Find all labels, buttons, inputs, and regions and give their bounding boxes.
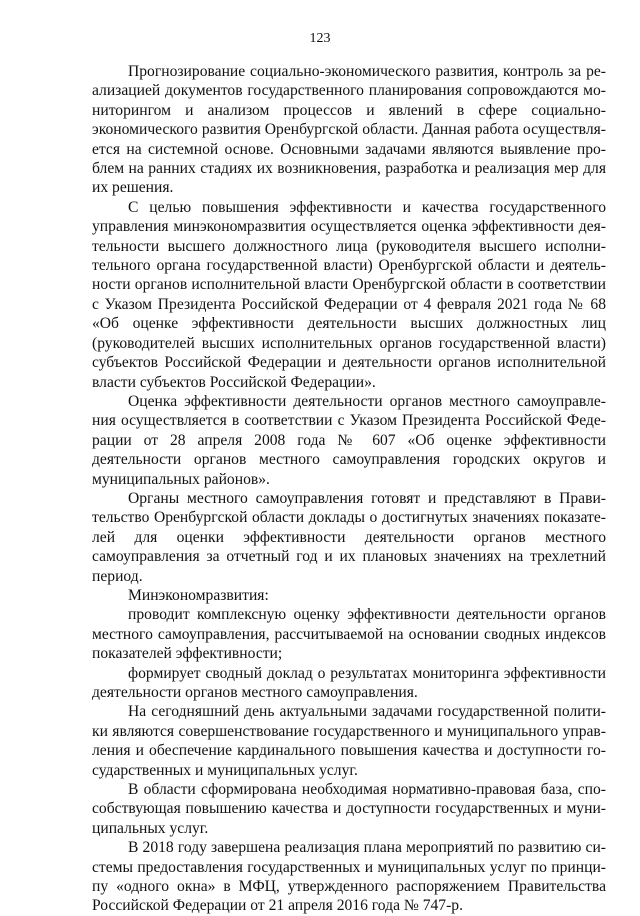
paragraph-current-tasks: На сегодняшний день актуальными задачами государственной политики являются совершенствование государственного и муниципального управления и обеспечение кардинального повышения качества и доступности государственных и муниципальных услуг. bbox=[92, 703, 606, 779]
paragraph-ministry-heading: Минэкономразвития: bbox=[128, 586, 269, 604]
document-body bbox=[92, 62, 606, 916]
paragraph-local-government-evaluation: Оценка эффективности деятельности органов местного самоуправления осуществляется в соответствии с Указом Президента Российской Федерации от 28 апреля 2008 года № 607 «Об оценке эффективности деятельности органов местного самоуправления городских округов и муниципальных районов». bbox=[92, 392, 606, 488]
page-number: 123 bbox=[309, 31, 331, 46]
paragraph-governor-evaluation: С целью повышения эффективности и качества государственного управления минэкономразвития осуществляется оценка эффективности деятельности высшего должностного лица (руководителя высшего исполнительного органа государственной власти) Оренбургской области и деятельности органов исполнительной власти Оренбургской области в соответствии с Указом Президента Российской Федерации от 4 февраля 2021 года № 68 «Об оценке эффективности деятельности высших должностных лиц (руководителей высших исполнительных органов государственной власти) субъектов Российской Федерации и деятельности органов исполнительной власти субъектов Российской Федерации». bbox=[92, 198, 606, 391]
paragraph-summary-report: формирует сводный доклад о результатах мониторинга эффективности деятельности органов местного самоуправления. bbox=[92, 664, 606, 701]
paragraph-regulatory-base: В области сформирована необходимая нормативно-правовая база, способствующая повышению качества и доступности государственных и муниципальных услуг. bbox=[92, 781, 606, 837]
paragraph-comprehensive-assessment: проводит комплексную оценку эффективности деятельности органов местного самоуправления, рассчитываемой на основании сводных индексов показателей эффективности; bbox=[92, 606, 606, 663]
paragraph-local-reports: Органы местного самоуправления готовят и представляют в Правительство Оренбургской области доклады о достигнутых значениях показателей для оценки эффективности деятельности органов местного самоуправления за отчетный год и их плановых значениях на трехлетний период. bbox=[92, 489, 606, 585]
paragraph-forecasting: Прогнозирование социально-экономического развития, контроль за реализацией документов государственного планирования сопровождаются мониторингом и анализом процессов и явлений в сфере социально-экономического развития Оренбургской области. Данная работа осуществляется на системной основе. Основными задачами являются выявление проблем на ранних стадиях их возникновения, разработка и реализация мер для их решения. bbox=[92, 63, 606, 197]
paragraph-one-window-plan: В 2018 году завершена реализация плана мероприятий по развитию системы предоставления государственных и муниципальных услуг по принципу «одного окна» в МФЦ, утвержденного распоряжением Правительства Российской Федерации от 21 апреля 2016 года № 747-р. bbox=[92, 839, 606, 915]
